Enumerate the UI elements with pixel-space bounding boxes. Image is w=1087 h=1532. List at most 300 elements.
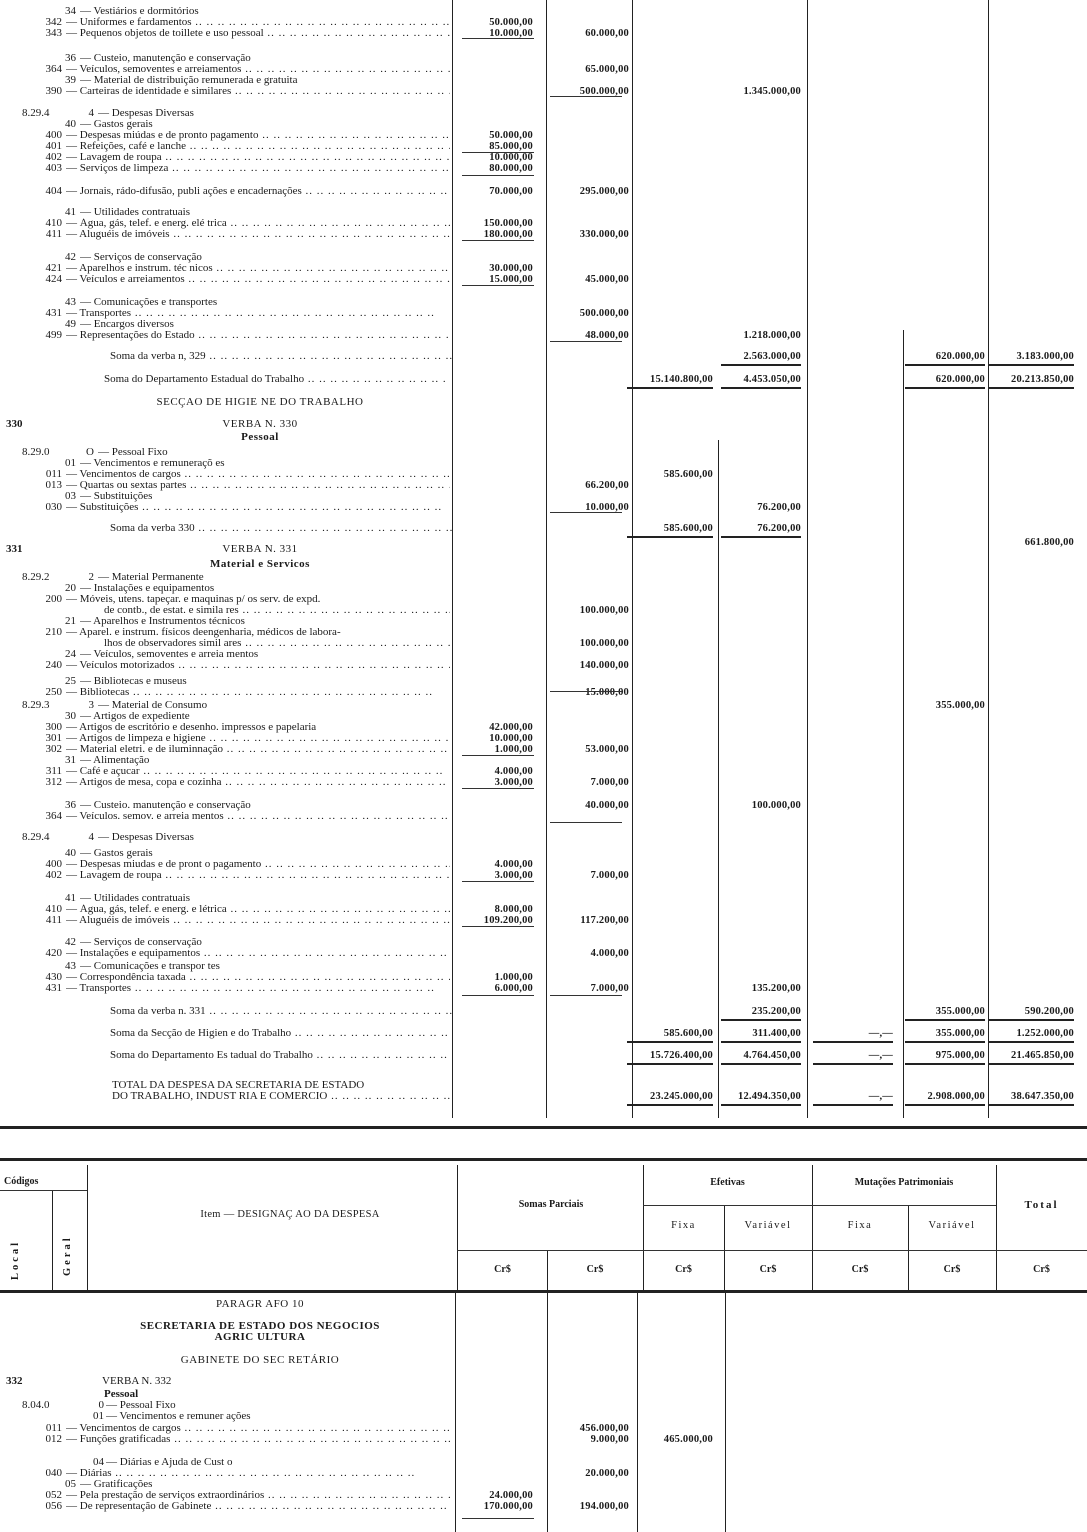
amount-column-3: 585.600,00 — [627, 523, 713, 538]
geral-code: 8.29.4 — [22, 107, 50, 119]
amount-column-6: 355.000,00 — [935, 700, 985, 711]
subtotal-rule — [462, 1518, 534, 1519]
item-number: 430 — [45, 971, 62, 983]
item-number: 421 — [45, 262, 62, 274]
table-row — [0, 870, 1087, 881]
item-description — [98, 832, 448, 843]
item-text: — Substituições — [80, 491, 153, 502]
amount-column-1: 109.200,00 — [483, 915, 533, 926]
group-number: 31 — [65, 754, 76, 766]
item-text: — Quartas ou sextas partes — [66, 480, 187, 491]
header-efetivas: Efetivas — [710, 1177, 745, 1188]
table-row — [0, 1490, 1087, 1501]
amount-column-2: 117.200,00 — [580, 915, 629, 926]
table-row — [0, 130, 1087, 141]
table-row — [0, 700, 1087, 711]
amount-column-1: 70.000,00 — [489, 186, 533, 197]
column-divider — [807, 0, 808, 1118]
amount-column-2: 100.000,00 — [579, 638, 629, 649]
geral-code: 8.29.4 — [22, 831, 50, 843]
section-heading: PARAGR AFO 10 — [215, 1298, 304, 1310]
section-heading: VERBA N. 331 — [222, 543, 298, 555]
table-row — [0, 583, 1087, 594]
item-description — [66, 64, 450, 75]
item-text: — Veículos. semov. e arreia mentos — [66, 811, 224, 822]
amount-column-1: 50.000,00 — [489, 17, 533, 28]
item-description — [80, 893, 450, 904]
table-row — [0, 86, 1087, 97]
local-code: 331 — [6, 543, 23, 555]
header-mutacoes-patrimoniais: Mutações Patrimoniais — [854, 1177, 954, 1188]
horizontal-rule — [643, 1205, 812, 1206]
item-text: — Artigos de limpeza e higiene — [66, 733, 206, 744]
item-text: — Instalações e equipamentos — [66, 948, 201, 959]
item-number: 402 — [45, 869, 62, 881]
item-text: — Veículos, semoventes e arreiamentos — [66, 64, 242, 75]
item-number: 402 — [45, 151, 62, 163]
item-text: — Material eletri. e de iluminnação — [66, 744, 223, 755]
item-description — [66, 152, 450, 163]
item-description — [110, 523, 452, 534]
item-number: 364 — [45, 63, 62, 75]
amount-column-2: 330.000,00 — [579, 229, 629, 240]
item-description — [80, 252, 450, 263]
item-description — [110, 1006, 452, 1017]
amount-column-1: 50.000,00 — [489, 130, 533, 141]
table-row — [0, 638, 1087, 649]
item-text: — Pessoal Fixo — [106, 1400, 176, 1411]
table-row — [0, 469, 1087, 480]
amount-column-1: 10.000,00 — [489, 28, 533, 39]
subtotal-rule — [462, 175, 534, 176]
amount-column-1: 3.000,00 — [494, 777, 533, 788]
table-row — [0, 848, 1087, 859]
amount-column-6: 355.000,00 — [905, 1006, 985, 1021]
amount-column-3: 15.726.400,00 — [627, 1050, 713, 1065]
item-text: — Aparel. e instrum. físicos deengenharia, médicos de labora- — [66, 627, 341, 638]
sum-row — [0, 1006, 1087, 1017]
item-description — [110, 1050, 452, 1061]
heading-row — [0, 1332, 1087, 1343]
section-number: O — [86, 446, 94, 458]
table-row — [0, 1434, 1087, 1445]
item-description — [104, 638, 450, 649]
amount-column-1: 150.000,00 — [483, 218, 533, 229]
amount-column-6: 2.908.000,00 — [905, 1091, 985, 1106]
item-text: — Material de Consumo — [98, 700, 208, 711]
header-divider — [52, 1190, 53, 1290]
item-description — [80, 53, 450, 64]
amount-column-1: 42.000,00 — [489, 722, 533, 733]
item-text: — Comunicações e transpor tes — [80, 961, 220, 972]
item-text: — Serviços de limpeza — [66, 163, 169, 174]
item-number: 410 — [45, 217, 62, 229]
item-description — [80, 119, 450, 130]
section-number: 01 — [93, 1410, 104, 1422]
item-text: — Refeições, café e lanche — [66, 141, 187, 152]
item-text: Soma da verba n, 329 — [110, 351, 206, 362]
amount-column-1: 4.000,00 — [494, 766, 533, 777]
table-row — [0, 1501, 1087, 1512]
amount-column-2: 10.000,00 — [585, 502, 629, 513]
item-text: Soma do Departamento Es tadual do Trabalho — [110, 1050, 313, 1061]
item-number: 301 — [45, 732, 62, 744]
amount-column-2: 65.000,00 — [585, 64, 629, 75]
header-codigos: Códigos — [4, 1176, 39, 1187]
item-number: 499 — [45, 329, 62, 341]
item-description — [80, 458, 450, 469]
table-row — [0, 1411, 1087, 1422]
amount-column-2: 456.000,00 — [579, 1423, 629, 1434]
amount-column-7: 21.465.850,00 — [988, 1050, 1074, 1065]
group-number: 43 — [65, 296, 76, 308]
item-description — [80, 755, 450, 766]
item-description — [80, 848, 450, 859]
table-row — [0, 811, 1087, 822]
local-code: 330 — [6, 418, 23, 430]
item-text: — Despesas Diversas — [98, 108, 194, 119]
table-row — [0, 983, 1087, 994]
table-row — [0, 937, 1087, 948]
table-row — [0, 961, 1087, 972]
item-text: — Utilidades contratuais — [80, 207, 190, 218]
geral-code: 8.29.3 — [22, 699, 50, 711]
item-text: lhos de observadores simil ares — [104, 638, 242, 649]
item-number: 401 — [45, 140, 62, 152]
table-row — [0, 319, 1087, 330]
group-number: 20 — [65, 582, 76, 594]
table-row — [0, 297, 1087, 308]
item-description — [66, 308, 450, 319]
amount-column-2: 7.000,00 — [590, 777, 629, 788]
item-text: — Encargos diversos — [80, 319, 174, 330]
group-number: 34 — [65, 5, 76, 17]
item-description — [66, 722, 450, 733]
item-text: — Alimentação — [80, 755, 150, 766]
group-number: 05 — [65, 1478, 76, 1490]
header-currency-2: Cr$ — [586, 1264, 604, 1275]
item-number: 403 — [45, 162, 62, 174]
header-mutacoes-variavel: Variável — [928, 1220, 976, 1231]
item-text: — Despesas Diversas — [98, 832, 194, 843]
heading-row — [0, 432, 1087, 443]
column-divider — [988, 0, 989, 1118]
header-divider — [87, 1165, 88, 1290]
amount-column-1: 10.000,00 — [489, 152, 533, 163]
group-number: 41 — [65, 892, 76, 904]
section-number: 4 — [88, 831, 94, 843]
item-description — [66, 859, 450, 870]
sum-row — [0, 1028, 1087, 1039]
item-description — [102, 1376, 402, 1387]
item-description — [80, 616, 450, 627]
group-number: 36 — [65, 52, 76, 64]
group-number: 21 — [65, 615, 76, 627]
amount-column-4: 311.400,00 — [721, 1028, 801, 1043]
item-description — [66, 915, 450, 926]
item-number: 400 — [45, 129, 62, 141]
group-number: 03 — [65, 490, 76, 502]
item-description — [66, 733, 450, 744]
item-description — [66, 627, 450, 638]
item-description — [104, 1389, 404, 1400]
item-number: 200 — [45, 593, 62, 605]
item-description — [66, 777, 450, 788]
item-number: 052 — [45, 1489, 62, 1501]
amount-column-7: 38.647.350,00 — [988, 1091, 1074, 1106]
item-description — [66, 972, 450, 983]
section-heading: SECRETARIA DE ESTADO DOS NEGOCIOS — [140, 1320, 380, 1332]
item-description — [112, 1091, 450, 1102]
amount-column-2: 7.000,00 — [590, 870, 629, 881]
item-text: — Vencimentos e remuner ações — [106, 1411, 251, 1422]
table-row — [0, 119, 1087, 130]
section-number: 0 — [98, 1399, 104, 1411]
amount-column-5: —,— — [813, 1091, 893, 1106]
item-description — [66, 186, 450, 197]
amount-column-4: 4.453.050,00 — [721, 374, 801, 389]
item-text: — Transportes — [66, 983, 132, 994]
table-row — [0, 711, 1087, 722]
amount-column-1: 6.000,00 — [494, 983, 533, 994]
geral-code: 8.29.0 — [22, 446, 50, 458]
amount-column-2: 4.000,00 — [590, 948, 629, 959]
item-text: — Diárias e Ajuda de Cust o — [106, 1457, 233, 1468]
item-text: — Substituições — [66, 502, 139, 513]
amount-column-1: 24.000,00 — [489, 1490, 533, 1501]
header-geral: Geral — [62, 1235, 73, 1276]
table-row — [0, 832, 1087, 843]
column-divider — [455, 1292, 456, 1532]
amount-column-3: 465.000,00 — [663, 1434, 713, 1445]
amount-column-2: 500.000,00 — [579, 308, 629, 319]
item-text: — Bibliotecas e museus — [80, 676, 187, 687]
item-description — [66, 744, 450, 755]
item-text: — Vencimentos e remuneraçõ es — [80, 458, 225, 469]
item-description — [66, 1434, 450, 1445]
item-number: 300 — [45, 721, 62, 733]
table-row — [0, 330, 1087, 341]
item-text: Soma da verba 330 — [110, 523, 195, 534]
sum-row — [0, 374, 1087, 385]
subtotal-rule — [550, 341, 622, 342]
item-description — [66, 218, 450, 229]
amount-column-2: 53.000,00 — [585, 744, 629, 755]
table-row — [0, 308, 1087, 319]
table-row — [0, 186, 1087, 197]
amount-column-2: 7.000,00 — [590, 983, 629, 994]
item-text: — Aparelhos e instrum. téc nicos — [66, 263, 213, 274]
subtotal-rule — [462, 152, 534, 153]
section-heading: VERBA N. 330 — [222, 418, 298, 430]
item-text: — Café e açucar — [66, 766, 140, 777]
item-number: 056 — [45, 1500, 62, 1512]
table-row — [0, 800, 1087, 811]
item-description — [98, 447, 448, 458]
horizontal-rule — [0, 1158, 1087, 1161]
item-text: — Lavagem de roupa — [66, 152, 162, 163]
item-text: — Gastos gerais — [80, 119, 153, 130]
table-row — [0, 64, 1087, 75]
subtotal-rule — [462, 38, 534, 39]
column-divider — [718, 440, 719, 1118]
table-row — [0, 972, 1087, 983]
item-description — [98, 572, 448, 583]
amount-column-2: 45.000,00 — [585, 274, 629, 285]
item-text: — Vestiários e dormitórios — [80, 6, 199, 17]
horizontal-rule — [812, 1205, 996, 1206]
item-text: Soma da verba n. 331 — [110, 1006, 206, 1017]
item-text: TOTAL DA DESPESA DA SECRETARIA DE ESTADO — [112, 1080, 365, 1091]
item-number: 012 — [45, 1433, 62, 1445]
table-row — [0, 744, 1087, 755]
item-description — [80, 961, 450, 972]
item-text: — Veículos e arreiamentos — [66, 274, 185, 285]
item-number: 250 — [45, 686, 62, 698]
amount-column-1: 3.000,00 — [494, 870, 533, 881]
table-row — [0, 1376, 1087, 1387]
column-divider — [903, 330, 904, 1118]
amount-column-5: —,— — [813, 1050, 893, 1065]
table-row — [0, 1400, 1087, 1411]
amount-column-7: 661.800,00 — [1024, 537, 1074, 548]
item-text: — Gastos gerais — [80, 848, 153, 859]
item-description — [66, 1468, 450, 1479]
amount-column-4: 4.764.450,00 — [721, 1050, 801, 1065]
amount-column-6: 620.000,00 — [905, 374, 985, 389]
table-row — [0, 649, 1087, 660]
amount-column-7: 590.200,00 — [988, 1006, 1074, 1021]
table-row — [0, 722, 1087, 733]
header-efetivas-variavel: Variável — [744, 1220, 792, 1231]
item-description — [66, 983, 450, 994]
item-text: — Correspondência taxada — [66, 972, 186, 983]
subtotal-rule — [462, 285, 534, 286]
item-text: — Veículos motorizados — [66, 660, 175, 671]
amount-column-4: 235.200,00 — [721, 1006, 801, 1021]
group-number: 40 — [65, 847, 76, 859]
table-row — [0, 676, 1087, 687]
table-row — [0, 263, 1087, 274]
local-code: 332 — [6, 1375, 23, 1387]
amount-column-1: 80.000,00 — [489, 163, 533, 174]
amount-column-2: 9.000,00 — [590, 1434, 629, 1445]
table-row — [0, 6, 1087, 17]
item-text: — Despesas miudas e de pront o pagamento — [66, 859, 262, 870]
amount-column-1: 10.000,00 — [489, 733, 533, 744]
item-number: 302 — [45, 743, 62, 755]
table-row — [0, 447, 1087, 458]
item-description — [66, 330, 450, 341]
table-row — [0, 141, 1087, 152]
group-number: 43 — [65, 960, 76, 972]
heading-row — [0, 1321, 1087, 1332]
item-text: VERBA N. 332 — [102, 1376, 172, 1387]
item-description — [66, 86, 450, 97]
item-text: — Móveis, utens. tapeçar. e maquinas p/ os serv. de expd. — [66, 594, 321, 605]
item-description — [106, 1400, 446, 1411]
item-text: — Aluguéis de imóveis — [66, 229, 170, 240]
item-text: de contb., de estat. e simila res — [104, 605, 239, 616]
item-description — [106, 1411, 446, 1422]
item-description — [110, 1028, 452, 1039]
amount-column-2: 60.000,00 — [585, 28, 629, 39]
amount-column-2: 40.000,00 — [585, 800, 629, 811]
heading-row — [0, 559, 1087, 570]
table-row — [0, 163, 1087, 174]
amount-column-1: 15.000,00 — [489, 274, 533, 285]
item-description — [112, 1080, 450, 1091]
header-divider — [908, 1205, 909, 1290]
item-description — [80, 297, 450, 308]
item-description — [80, 75, 450, 86]
group-number: 30 — [65, 710, 76, 722]
item-text: — Material de distribuição remunerada e gratuita — [80, 75, 298, 86]
item-description — [66, 469, 450, 480]
table-row — [0, 1468, 1087, 1479]
item-text: — Aluguéis de imóveis — [66, 915, 170, 926]
header-somas-parciais: Somas Parciais — [518, 1199, 584, 1210]
horizontal-rule — [0, 1290, 1087, 1293]
table-row — [0, 948, 1087, 959]
amount-column-2: 140.000,00 — [579, 660, 629, 671]
table-row — [0, 915, 1087, 926]
amount-column-3: 585.600,00 — [663, 469, 713, 480]
item-number: 030 — [45, 501, 62, 513]
item-text: — Artigos de mesa, copa e cozinha — [66, 777, 222, 788]
column-divider — [452, 0, 453, 1118]
item-description — [66, 1490, 450, 1501]
item-number: 011 — [45, 468, 62, 480]
table-row — [0, 152, 1087, 163]
amount-column-2: 48.000,00 — [585, 330, 629, 341]
item-number: 420 — [45, 947, 62, 959]
subtotal-rule — [550, 96, 622, 97]
item-description — [80, 711, 450, 722]
amount-column-4: 76.200,00 — [757, 502, 801, 513]
table-row — [0, 572, 1087, 583]
item-description — [66, 948, 450, 959]
table-row — [0, 1457, 1087, 1468]
item-number: 011 — [45, 1422, 62, 1434]
header-item-designacao: Item — DESIGNAÇ AO DA DESPESA — [200, 1209, 380, 1220]
item-text: — Carteiras de identidade e similares — [66, 86, 232, 97]
item-text: — Custeio. manutenção e conservação — [80, 800, 251, 811]
table-row — [0, 207, 1087, 218]
group-number: 41 — [65, 206, 76, 218]
table-row — [0, 893, 1087, 904]
item-description — [66, 766, 450, 777]
item-number: 343 — [45, 27, 62, 39]
item-number: 431 — [45, 307, 62, 319]
item-text: Pessoal — [104, 1389, 139, 1400]
amount-column-7: 3.183.000,00 — [988, 351, 1074, 366]
item-description — [106, 1457, 446, 1468]
header-total: Total — [1024, 1199, 1059, 1211]
item-description — [66, 660, 450, 671]
header-local: Local — [10, 1239, 21, 1280]
sum-row — [0, 523, 1087, 534]
table-row — [0, 53, 1087, 64]
item-text: — Artigos de expediente — [80, 711, 190, 722]
item-number: 400 — [45, 858, 62, 870]
item-description — [66, 687, 450, 698]
subtotal-rule — [550, 822, 622, 823]
amount-column-2: 500.000,00 — [579, 86, 629, 97]
item-description — [66, 811, 450, 822]
section-number: 2 — [88, 571, 94, 583]
table-row — [0, 1423, 1087, 1434]
